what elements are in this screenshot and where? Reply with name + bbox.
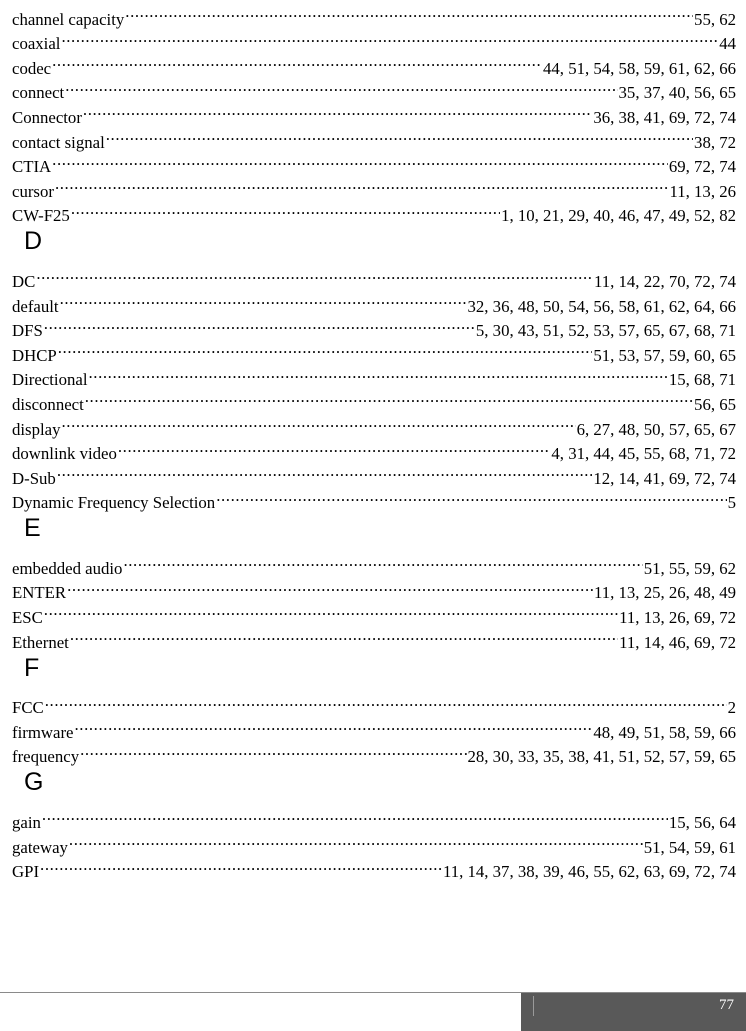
dot-leader	[57, 336, 593, 361]
index-term: CTIA	[12, 157, 52, 177]
index-term: Ethernet	[12, 632, 69, 652]
index-page-refs: 35, 37, 40, 56, 65	[618, 81, 736, 106]
index-entry	[12, 484, 736, 513]
index-term: DC	[12, 271, 36, 291]
index-page-refs: 28, 30, 33, 35, 38, 41, 51, 52, 57, 59, 65	[467, 745, 737, 770]
page-number-tab	[521, 993, 746, 1031]
dot-leader	[84, 385, 693, 410]
index-term: channel capacity	[12, 9, 125, 29]
dot-leader	[64, 74, 617, 99]
index-term: Directional	[12, 370, 88, 390]
index-page-refs: 1, 10, 21, 29, 40, 46, 47, 49, 52, 82	[500, 204, 736, 229]
index-page-refs: 48, 49, 51, 58, 59, 66	[592, 721, 736, 746]
index-term: cursor	[12, 181, 54, 201]
index-term: D-Sub	[12, 468, 56, 488]
index-entry	[12, 172, 736, 201]
index-term: connect	[12, 83, 65, 103]
index-term: downlink video	[12, 444, 117, 464]
index-term: embedded audio	[12, 558, 123, 578]
dot-leader	[44, 689, 727, 714]
index-entry	[12, 853, 736, 882]
index-term: gain	[12, 813, 41, 833]
index-entry	[12, 49, 736, 78]
index-term: default	[12, 296, 59, 316]
index-entry	[12, 574, 736, 603]
index-page-refs: 32, 36, 48, 50, 54, 56, 58, 61, 62, 64, 66	[467, 295, 737, 320]
index-page-refs: 2	[727, 696, 736, 721]
index-entry	[12, 689, 736, 718]
dot-leader	[82, 98, 592, 123]
index-entry	[12, 803, 736, 833]
index-term: DHCP	[12, 345, 57, 365]
index-page-refs: 11, 13, 26, 69, 72	[618, 606, 736, 631]
dot-leader	[215, 484, 726, 509]
index-entry	[12, 262, 736, 291]
index-entry	[12, 410, 736, 439]
index-page-refs: 38, 72	[693, 131, 736, 156]
dot-leader	[60, 410, 575, 435]
dot-leader	[43, 598, 618, 623]
index-page-refs: 12, 14, 41, 69, 72, 74	[592, 467, 736, 492]
index-term: FCC	[12, 698, 44, 718]
dot-leader	[60, 25, 718, 50]
index-letter-heading: G	[24, 768, 44, 797]
index-page-refs: 11, 13, 26	[668, 180, 736, 205]
page-footer	[0, 992, 746, 1031]
index-page-refs: 4, 31, 44, 45, 55, 68, 71, 72	[550, 442, 736, 467]
index-term: GPI	[12, 862, 40, 882]
dot-leader	[122, 549, 642, 574]
dot-leader	[87, 361, 667, 386]
index-term: disconnect	[12, 394, 84, 414]
index-letter-heading: D	[24, 227, 43, 256]
index-page-refs: 6, 27, 48, 50, 57, 65, 67	[576, 418, 736, 443]
index-page-refs: 11, 14, 37, 38, 39, 46, 55, 62, 63, 69, 72, 74	[442, 860, 736, 885]
index-entry	[12, 25, 736, 54]
index-term: contact signal	[12, 132, 105, 152]
index-page-refs: 55, 62	[693, 8, 736, 33]
dot-leader	[117, 435, 551, 460]
dot-leader	[68, 828, 643, 853]
index-page-refs: 11, 13, 25, 26, 48, 49	[593, 581, 736, 606]
dot-leader	[74, 713, 593, 738]
index-listing	[12, 0, 736, 882]
index-entry	[12, 713, 736, 742]
dot-leader	[105, 123, 693, 148]
index-term: firmware	[12, 722, 74, 742]
index-page-refs: 56, 65	[693, 393, 736, 418]
index-term: ESC	[12, 608, 43, 628]
index-term: frequency	[12, 747, 80, 767]
dot-leader	[70, 197, 500, 222]
dot-leader	[56, 459, 593, 484]
index-page-refs: 5, 30, 43, 51, 52, 53, 57, 65, 67, 68, 71	[475, 319, 736, 344]
dot-leader	[51, 148, 668, 173]
dot-leader	[43, 312, 475, 337]
index-term: CW-F25	[12, 206, 70, 226]
dot-leader	[66, 574, 593, 599]
index-letter-heading: E	[24, 514, 41, 543]
index-term: gateway	[12, 837, 68, 857]
dot-leader	[54, 172, 669, 197]
index-page-refs: 44	[718, 32, 736, 57]
page-number: 77	[719, 997, 734, 1013]
dot-leader	[39, 853, 442, 878]
index-page-refs: 44, 51, 54, 58, 59, 61, 62, 66	[542, 57, 736, 82]
index-entry	[12, 197, 736, 226]
index-page-refs: 11, 14, 46, 69, 72	[618, 631, 736, 656]
index-entry	[12, 828, 736, 857]
index-term: DFS	[12, 321, 43, 341]
index-term: Dynamic Frequency Selection	[12, 493, 216, 513]
dot-leader	[41, 803, 668, 828]
index-term: Connector	[12, 107, 82, 127]
index-entry	[12, 361, 736, 390]
index-page-refs: 15, 56, 64	[668, 811, 736, 836]
index-page-refs: 15, 68, 71	[668, 368, 736, 393]
index-letter-heading: F	[24, 653, 40, 682]
index-entry	[12, 0, 736, 29]
index-page-refs: 51, 54, 59, 61	[643, 836, 736, 861]
index-page-refs: 51, 53, 57, 59, 60, 65	[592, 344, 736, 369]
index-term: display	[12, 419, 61, 439]
index-page-refs: 11, 14, 22, 70, 72, 74	[593, 270, 736, 295]
index-term: ENTER	[12, 583, 67, 603]
dot-leader	[79, 738, 466, 763]
index-page-refs: 51, 55, 59, 62	[643, 557, 736, 582]
dot-leader	[124, 0, 693, 25]
index-term: coaxial	[12, 34, 61, 54]
index-entry	[12, 123, 736, 152]
index-page-refs: 36, 38, 41, 69, 72, 74	[592, 106, 736, 131]
index-page-refs: 5	[727, 491, 736, 516]
index-entry	[12, 385, 736, 414]
footer-divider	[533, 996, 534, 1016]
dot-leader	[51, 49, 542, 74]
index-entry	[12, 549, 736, 578]
index-term: codec	[12, 58, 52, 78]
index-entry	[12, 148, 736, 177]
dot-leader	[59, 287, 467, 312]
dot-leader	[35, 262, 593, 287]
index-page-refs: 69, 72, 74	[668, 155, 736, 180]
dot-leader	[69, 623, 618, 648]
